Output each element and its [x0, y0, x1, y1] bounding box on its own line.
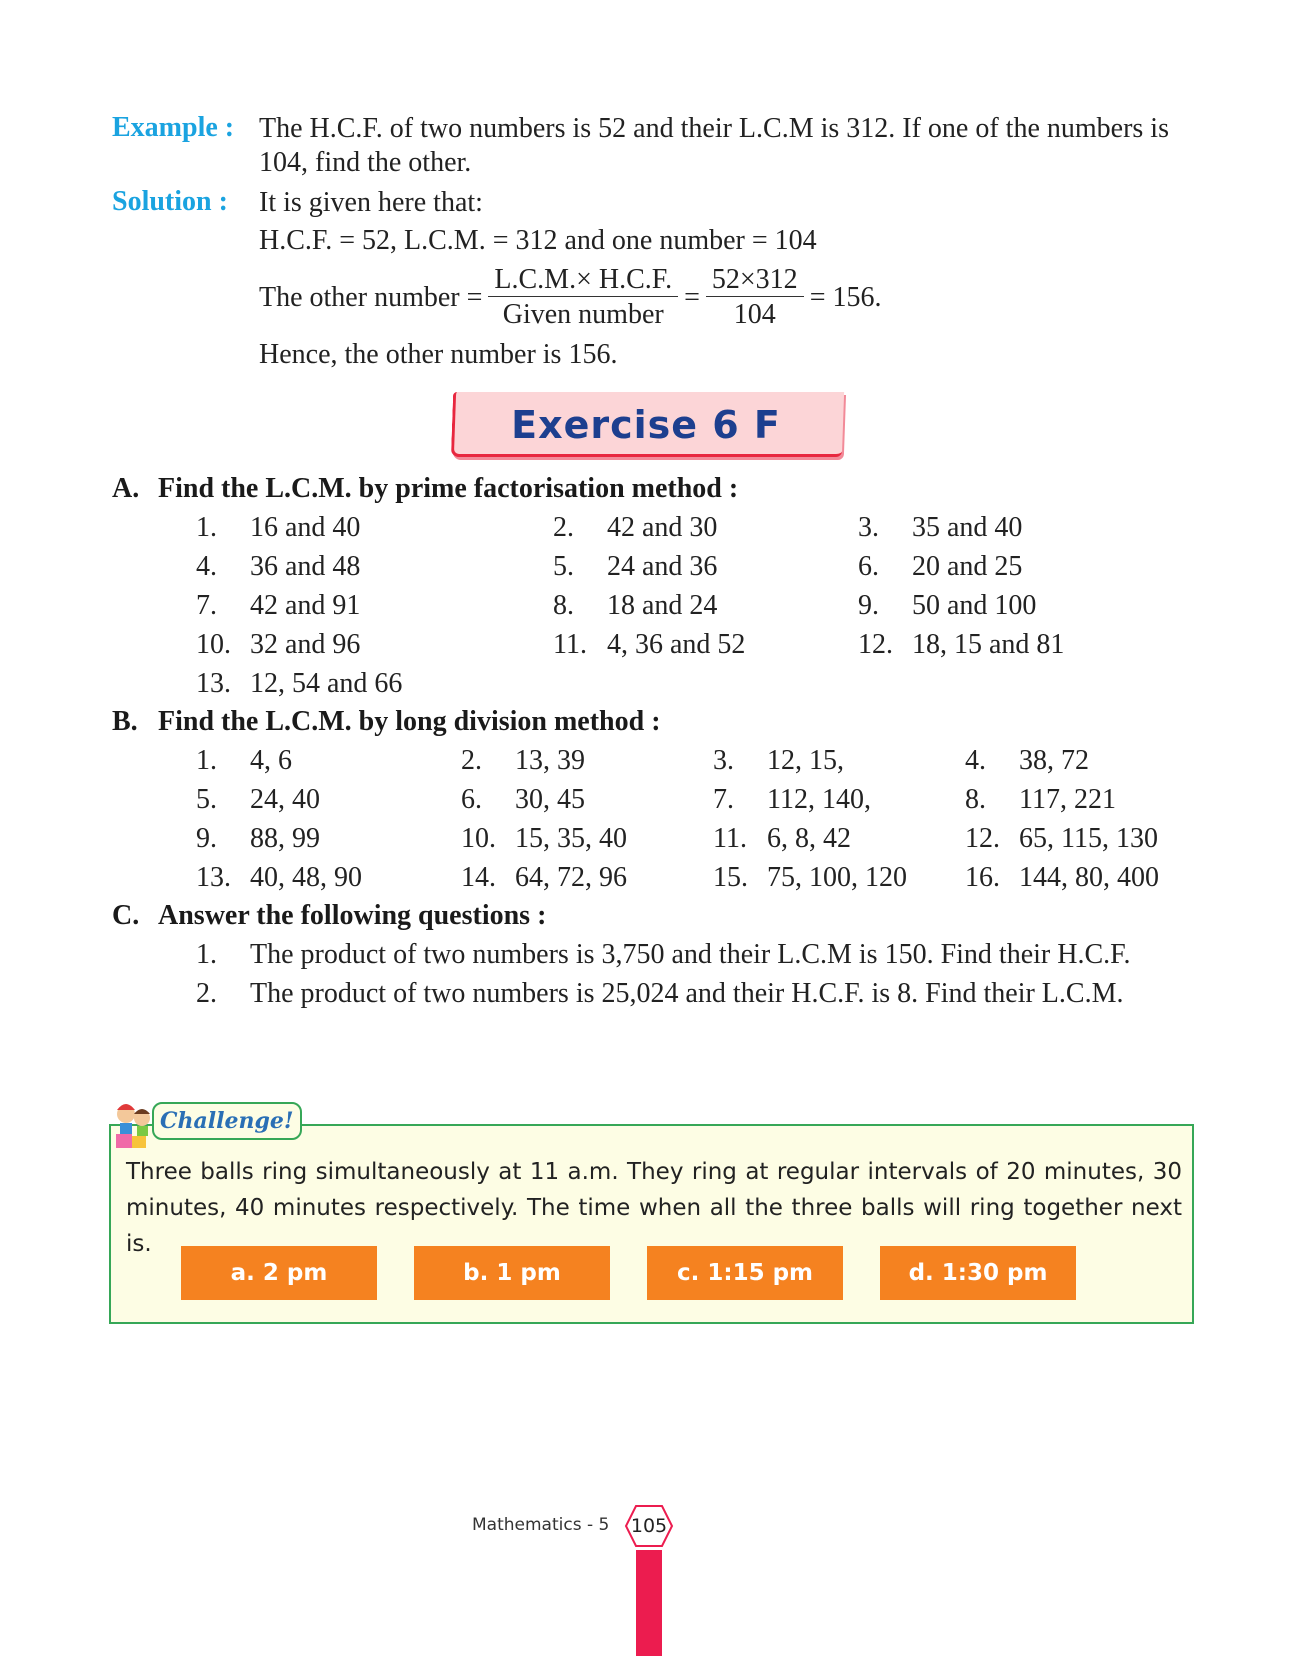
section-c-title: Answer the following questions :	[158, 900, 547, 931]
list-item: 11. 4, 36 and 52	[553, 629, 746, 660]
challenge-question: Three balls ring simultaneously at 11 a.m. They ring at regular intervals of 20 minutes, 30 minutes, 40 minutes respectively. The time when all the three balls will ring together next is.	[126, 1159, 1182, 1257]
list-item: 7. 112, 140,	[713, 784, 871, 815]
formula-lhs: The other number =	[259, 282, 483, 313]
formula-equals: =	[684, 282, 700, 313]
solution-intro: It is given here that:	[259, 187, 483, 218]
option-d-button[interactable]: d. 1:30 pm	[880, 1246, 1076, 1300]
solution-formula	[259, 262, 881, 334]
fraction-2-numerator: 52×312	[706, 264, 804, 297]
list-item: 3. 35 and 40	[858, 512, 1023, 543]
list-item: 13. 40, 48, 90	[196, 862, 362, 893]
formula-result: = 156.	[809, 282, 882, 313]
solution-label: Solution :	[112, 186, 228, 217]
list-item: 4. 38, 72	[965, 745, 1089, 776]
list-item: 10. 15, 35, 40	[461, 823, 627, 854]
fraction-1-numerator: L.C.M.× H.C.F.	[488, 264, 678, 297]
section-c-letter: C.	[112, 900, 140, 931]
section-a-title: Find the L.C.M. by prime factorisation method :	[158, 473, 739, 504]
list-item: 13. 12, 54 and 66	[196, 668, 403, 699]
list-item: 14. 64, 72, 96	[461, 862, 627, 893]
example-text-line2: 104, find the other.	[259, 147, 472, 178]
fraction-2-denominator: 104	[733, 298, 776, 330]
list-item: 2. The product of two numbers is 25,024 and their H.C.F. is 8. Find their L.C.M.	[196, 978, 1124, 1009]
solution-conclusion: Hence, the other number is 156.	[259, 339, 618, 370]
exercise-title: Exercise 6 F	[511, 403, 781, 447]
list-item: 4. 36 and 48	[196, 551, 361, 582]
fraction-1	[488, 264, 678, 333]
list-item: 7. 42 and 91	[196, 590, 361, 621]
list-item: 6. 20 and 25	[858, 551, 1023, 582]
footer-book-title: Mathematics - 5	[472, 1515, 610, 1535]
solution-given: H.C.F. = 52, L.C.M. = 312 and one number = 104	[259, 225, 817, 256]
list-item: 1. 16 and 40	[196, 512, 361, 543]
option-c-button[interactable]: c. 1:15 pm	[647, 1246, 843, 1300]
section-a-letter: A.	[112, 473, 140, 504]
list-item: 1. 4, 6	[196, 745, 292, 776]
list-item: 2. 13, 39	[461, 745, 585, 776]
list-item: 5. 24, 40	[196, 784, 320, 815]
option-b-button[interactable]: b. 1 pm	[414, 1246, 610, 1300]
list-item: 2. 42 and 30	[553, 512, 718, 543]
fraction-2	[706, 264, 804, 333]
list-item: 3. 12, 15,	[713, 745, 844, 776]
list-item: 5. 24 and 36	[553, 551, 718, 582]
example-text-line1: The H.C.F. of two numbers is 52 and their L.C.M is 312. If one of the numbers is	[259, 113, 1169, 144]
example-label: Example :	[112, 112, 235, 143]
list-item: 8. 117, 221	[965, 784, 1116, 815]
list-item: 10. 32 and 96	[196, 629, 361, 660]
option-a-button[interactable]: a. 2 pm	[181, 1246, 377, 1300]
list-item: 8. 18 and 24	[553, 590, 718, 621]
list-item: 15. 75, 100, 120	[713, 862, 907, 893]
list-item: 6. 30, 45	[461, 784, 585, 815]
page-number: 105	[630, 1515, 668, 1537]
list-item: 9. 88, 99	[196, 823, 320, 854]
list-item: 9. 50 and 100	[858, 590, 1037, 621]
section-b-letter: B.	[112, 706, 138, 737]
list-item: 12. 65, 115, 130	[965, 823, 1158, 854]
list-item: 1. The product of two numbers is 3,750 and their L.C.M is 150. Find their H.C.F.	[196, 939, 1131, 970]
section-b-title: Find the L.C.M. by long division method :	[158, 706, 661, 737]
list-item: 12. 18, 15 and 81	[858, 629, 1065, 660]
fraction-1-denominator: Given number	[502, 298, 664, 330]
list-item: 16. 144, 80, 400	[965, 862, 1159, 893]
list-item: 11. 6, 8, 42	[713, 823, 851, 854]
challenge-tag: Challenge!	[152, 1102, 302, 1140]
page-marker-bar	[636, 1550, 662, 1656]
